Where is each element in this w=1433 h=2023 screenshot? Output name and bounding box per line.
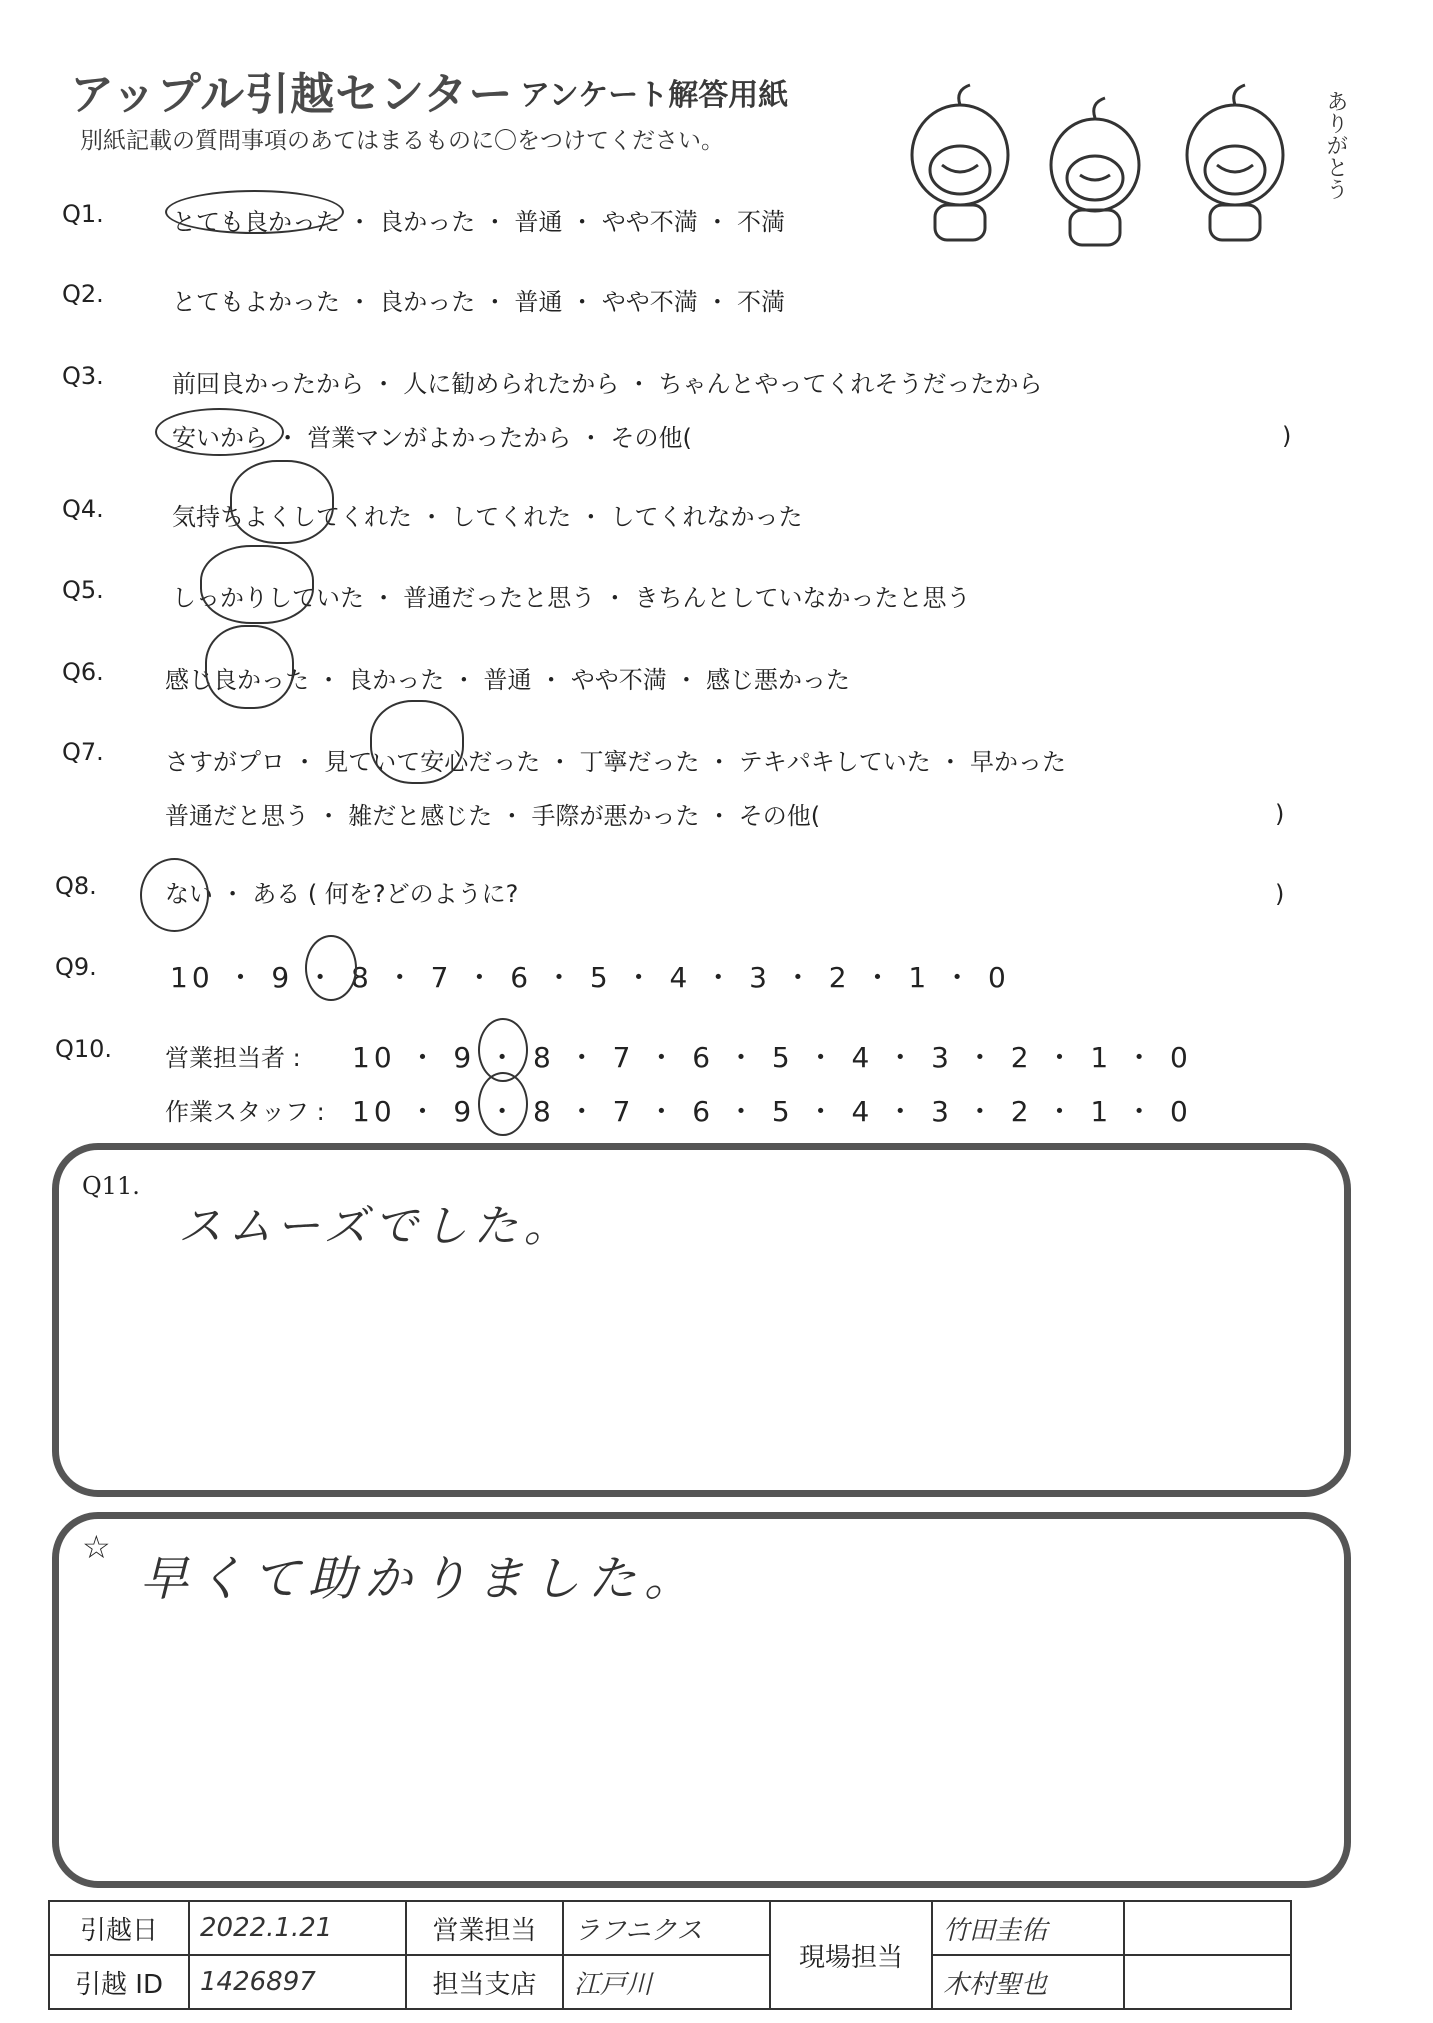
q8-answer-circle xyxy=(140,858,209,932)
q10-sales-scale[interactable]: 10 ・ 9 ・ 8 ・ 7 ・ 6 ・ 5 ・ 4 ・ 3 ・ 2 ・ 1 ・ 0 xyxy=(352,1041,1192,1074)
mascot-monkeys-illustration xyxy=(880,70,1350,250)
q9-label: Q9. xyxy=(55,953,97,981)
q11-label: Q11. xyxy=(82,1172,140,1200)
move-date-label: 引越日 xyxy=(49,1901,189,1955)
q8-label: Q8. xyxy=(55,872,97,900)
q1-label: Q1. xyxy=(62,200,104,228)
instruction-text: 別紙記載の質問事項のあてはまるものに〇をつけてください。 xyxy=(80,128,724,154)
q5-label: Q5. xyxy=(62,576,104,604)
q6-label: Q6. xyxy=(62,658,104,686)
q5-answer-circle xyxy=(200,545,314,624)
q10-label: Q10. xyxy=(55,1035,113,1063)
site-staff-1: 竹田圭佑 xyxy=(932,1901,1124,1955)
move-id-value: 1426897 xyxy=(189,1955,406,2009)
q1-answer-circle xyxy=(165,190,344,234)
q8-options[interactable]: ない ・ ある ( 何を?どのように? xyxy=(165,880,519,908)
mascot-thanks-text: ありがとう xyxy=(1323,90,1348,200)
q10-sales-label: 営業担当者 : xyxy=(165,1044,301,1072)
q6-options[interactable]: 感じ良かった ・ 良かった ・ 普通 ・ やや不満 ・ 感じ悪かった xyxy=(165,666,851,694)
extra-handwritten-comment: 早くて助かりました。 xyxy=(140,1551,701,1607)
q7-label: Q7. xyxy=(62,738,104,766)
site-staff-empty-1 xyxy=(1124,1901,1291,1955)
q7-close-paren: ) xyxy=(1275,800,1285,828)
move-date-value: 2022.1.21 xyxy=(189,1901,406,1955)
q3-label: Q3. xyxy=(62,362,104,390)
form-title: アンケート解答用紙 xyxy=(520,78,789,113)
q6-answer-circle xyxy=(205,625,294,709)
move-id-label: 引越 ID xyxy=(49,1955,189,2009)
q10-staff-scale[interactable]: 10 ・ 9 ・ 8 ・ 7 ・ 6 ・ 5 ・ 4 ・ 3 ・ 2 ・ 1 ・ 0 xyxy=(352,1095,1192,1128)
sales-rep-label: 営業担当 xyxy=(406,1901,563,1955)
q8-close-paren: ) xyxy=(1275,880,1285,908)
star-icon: ☆ xyxy=(82,1528,111,1566)
q3-options-line1[interactable]: 前回良かったから ・ 人に勧められたから ・ ちゃんとやってくれそうだったから xyxy=(172,370,1043,398)
q9-answer-circle xyxy=(305,935,357,1001)
q2-label: Q2. xyxy=(62,280,104,308)
q4-label: Q4. xyxy=(62,495,104,523)
site-manager-label: 現場担当 xyxy=(770,1901,932,2009)
q10-staff-label: 作業スタッフ : xyxy=(165,1098,325,1126)
q7-options-line1[interactable]: さすがプロ ・ 見ていて安心だった ・ 丁寧だった ・ テキパキしていた ・ 早かった xyxy=(165,748,1067,776)
branch-value: 江戸川 xyxy=(563,1955,770,2009)
sales-rep-value: ラフニクス xyxy=(563,1901,770,1955)
q5-options[interactable]: しっかりしていた ・ 普通だったと思う ・ きちんとしていなかったと思う xyxy=(172,584,971,612)
q3-close-paren: ) xyxy=(1282,422,1292,450)
company-title: アップル引越センター xyxy=(70,69,514,120)
q1-options[interactable]: とても良かった ・ 良かった ・ 普通 ・ やや不満 ・ 不満 xyxy=(172,208,786,236)
site-staff-2: 木村聖也 xyxy=(932,1955,1124,2009)
q3-answer-circle xyxy=(155,408,284,456)
q3-options-line2[interactable]: 安いから ・ 営業マンがよかったから ・ その他( xyxy=(172,424,692,452)
q10-staff-answer-circle xyxy=(478,1072,528,1136)
q2-options[interactable]: とてもよかった ・ 良かった ・ 普通 ・ やや不満 ・ 不満 xyxy=(172,288,786,316)
site-staff-empty-2 xyxy=(1124,1955,1291,2009)
q4-answer-circle xyxy=(230,460,334,544)
branch-label: 担当支店 xyxy=(406,1955,563,2009)
footer-info-table xyxy=(48,1900,1292,2010)
q11-handwritten-answer: スムーズでした。 xyxy=(178,1201,574,1252)
q7-answer-circle xyxy=(370,700,464,784)
q9-scale[interactable]: 10 ・ 9 ・ 8 ・ 7 ・ 6 ・ 5 ・ 4 ・ 3 ・ 2 ・ 1 ・ 0 xyxy=(170,961,1010,994)
q4-options[interactable]: 気持ちよくしてくれた ・ してくれた ・ してくれなかった xyxy=(172,503,803,531)
q7-options-line2[interactable]: 普通だと思う ・ 雑だと感じた ・ 手際が悪かった ・ その他( xyxy=(165,802,821,830)
